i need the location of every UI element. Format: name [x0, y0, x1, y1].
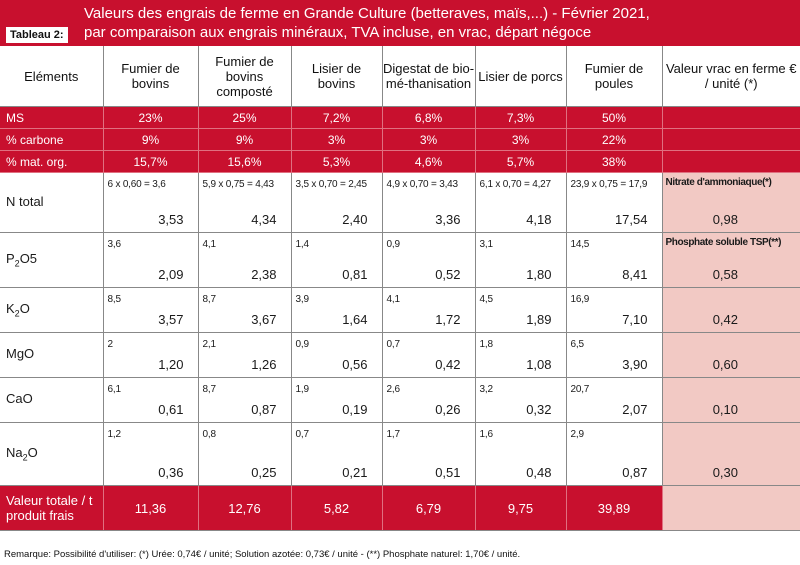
table-cell: 15,7% [103, 151, 198, 173]
nutrient-cell [382, 423, 475, 486]
nutrient-value: 0,26 [435, 402, 461, 417]
col-header-digestat: Digestat de bio-mé-thanisation [382, 46, 475, 107]
nutrient-cell [475, 333, 566, 378]
nutrient-value: 0,87 [251, 402, 277, 417]
table-cell: 3% [382, 129, 475, 151]
nutrient-cell [291, 378, 382, 423]
nutrient-value: 3,53 [158, 212, 184, 227]
calculation: 5,9 x 0,75 = 4,43 [202, 179, 274, 190]
reference-fertilizer: Nitrate d'ammoniaque(*) [665, 177, 772, 188]
calculation: 1,8 [479, 339, 493, 350]
nutrient-value: 3,57 [158, 312, 184, 327]
nutrient-value: 3,67 [251, 312, 277, 327]
calculation: 0,7 [386, 339, 400, 350]
nutrient-value: 0,81 [342, 267, 368, 282]
nutrient-label-sub: 2 [14, 308, 20, 319]
table-cell: 9% [198, 129, 291, 151]
reference-cell [662, 486, 800, 531]
nutrient-row [0, 333, 800, 378]
nutrient-cell [291, 233, 382, 288]
nutrient-label [0, 423, 103, 486]
header-row [0, 46, 800, 107]
reference-value: 0,42 [712, 312, 738, 327]
calculation: 2 [107, 339, 113, 350]
reference-value: 0,10 [712, 402, 738, 417]
nutrient-label [0, 233, 103, 288]
nutrient-value: 0,36 [158, 465, 184, 480]
table-cell: 5,3% [291, 151, 382, 173]
nutrient-row [0, 423, 800, 486]
row-label: % carbone [0, 129, 103, 151]
calculation: 16,9 [570, 294, 590, 305]
calculation: 3,5 x 0,70 = 2,45 [295, 179, 367, 190]
nutrient-value: 1,08 [526, 357, 552, 372]
reference-cell [662, 107, 800, 129]
nutrient-cell [198, 333, 291, 378]
property-row [0, 129, 800, 151]
nutrient-cell [291, 333, 382, 378]
nutrient-value: 7,10 [622, 312, 648, 327]
nutrient-value: 1,20 [158, 357, 184, 372]
nutrient-value: 1,64 [342, 312, 368, 327]
nutrient-value: 1,80 [526, 267, 552, 282]
total-value: 9,75 [475, 486, 566, 531]
calculation: 6,1 [107, 384, 121, 395]
calculation: 8,5 [107, 294, 121, 305]
nutrient-value: 1,89 [526, 312, 552, 327]
nutrient-cell [103, 233, 198, 288]
nutrient-cell [291, 173, 382, 233]
nutrient-value: 2,40 [342, 212, 368, 227]
nutrient-cell [198, 233, 291, 288]
nutrient-value: 0,25 [251, 465, 277, 480]
table-cell: 5,7% [475, 151, 566, 173]
reference-value: 0,58 [712, 267, 738, 282]
reference-cell [662, 423, 800, 486]
table-cell: 7,3% [475, 107, 566, 129]
calculation: 0,9 [386, 239, 400, 250]
calculation: 1,6 [479, 429, 493, 440]
nutrient-value: 2,07 [622, 402, 648, 417]
reference-cell [662, 173, 800, 233]
nutrient-label-main: CaO [6, 391, 33, 407]
nutrient-value: 0,87 [622, 465, 648, 480]
nutrient-cell [475, 378, 566, 423]
nutrient-cell [475, 288, 566, 333]
calculation: 23,9 x 0,75 = 17,9 [570, 179, 648, 190]
calculation: 14,5 [570, 239, 590, 250]
nutrient-label-main: N total [6, 193, 44, 209]
reference-cell [662, 333, 800, 378]
calculation: 1,2 [107, 429, 121, 440]
nutrient-label-main: P [6, 251, 15, 267]
calculation: 6,5 [570, 339, 584, 350]
reference-cell [662, 378, 800, 423]
nutrient-value: 1,72 [435, 312, 461, 327]
reference-fertilizer: Phosphate soluble TSP(**) [665, 237, 782, 248]
col-header-elements: Eléments [0, 46, 103, 107]
calculation: 8,7 [202, 294, 216, 305]
nutrient-cell [198, 378, 291, 423]
nutrient-cell [198, 288, 291, 333]
nutrient-row [0, 378, 800, 423]
nutrient-label [0, 288, 103, 333]
footnote: Remarque: Possibilité d'utiliser: (*) Urée: 0,74€ / unité; Solution azotée: 0,73€ / unité - (**) Phosphate naturel: 1,70€ / unité. [4, 549, 521, 560]
reference-cell [662, 288, 800, 333]
calculation: 0,9 [295, 339, 309, 350]
calculation: 4,1 [386, 294, 400, 305]
nutrient-cell [198, 173, 291, 233]
nutrient-cell [566, 288, 662, 333]
nutrient-label-main: Na [6, 445, 23, 461]
nutrient-value: 2,09 [158, 267, 184, 282]
nutrient-value: 3,90 [622, 357, 648, 372]
reference-cell [662, 129, 800, 151]
nutrient-cell [475, 233, 566, 288]
calculation: 1,9 [295, 384, 309, 395]
nutrient-value: 0,52 [435, 267, 461, 282]
calculation: 4,5 [479, 294, 493, 305]
property-row [0, 151, 800, 173]
nutrient-value: 4,18 [526, 212, 552, 227]
calculation: 1,4 [295, 239, 309, 250]
nutrient-cell [291, 423, 382, 486]
title-line-1: Valeurs des engrais de ferme en Grande Culture (betteraves, maïs,...) - Février 2021, [84, 5, 650, 22]
nutrient-label-sub: 2 [22, 452, 28, 463]
total-value: 6,79 [382, 486, 475, 531]
calculation: 4,1 [202, 239, 216, 250]
table-number-label: Tableau 2: [6, 27, 68, 43]
nutrient-cell [566, 173, 662, 233]
reference-value: 0,30 [712, 465, 738, 480]
nutrient-label-sub: 2 [14, 258, 20, 269]
col-header-lisier-bovins: Lisier de bovins [291, 46, 382, 107]
nutrient-cell [382, 378, 475, 423]
calculation: 0,7 [295, 429, 309, 440]
nutrient-label [0, 333, 103, 378]
nutrient-label-after: O [27, 445, 38, 461]
nutrient-value: 0,21 [342, 465, 368, 480]
calculation: 20,7 [570, 384, 590, 395]
table-cell: 6,8% [382, 107, 475, 129]
title-line-2: par comparaison aux engrais minéraux, TVA incluse, en vrac, départ négoce [84, 24, 592, 41]
table-cell: 23% [103, 107, 198, 129]
col-header-valeur-vrac: Valeur vrac en ferme € / unité (*) [662, 46, 800, 107]
total-label: Valeur totale / t produit frais [0, 486, 103, 531]
nutrient-cell [566, 333, 662, 378]
row-label: MS [0, 107, 103, 129]
table-cell: 50% [566, 107, 662, 129]
nutrient-cell [382, 233, 475, 288]
nutrient-cell [103, 173, 198, 233]
calculation: 0,8 [202, 429, 216, 440]
title-bar [0, 0, 800, 46]
calculation: 6 x 0,60 = 3,6 [107, 179, 166, 190]
nutrient-row [0, 173, 800, 233]
calculation: 2,9 [570, 429, 584, 440]
calculation: 3,6 [107, 239, 121, 250]
col-header-fumier-bovins-composte: Fumier de bovins composté [198, 46, 291, 107]
calculation: 3,2 [479, 384, 493, 395]
nutrient-label-main: MgO [6, 346, 35, 362]
nutrient-value: 0,61 [158, 402, 184, 417]
nutrient-value: 0,56 [342, 357, 368, 372]
property-row [0, 107, 800, 129]
total-value: 12,76 [198, 486, 291, 531]
nutrient-cell [103, 378, 198, 423]
nutrient-cell [382, 333, 475, 378]
nutrient-label-after: O5 [19, 251, 38, 267]
nutrient-value: 0,48 [526, 465, 552, 480]
nutrient-label-after: O [19, 301, 30, 317]
total-value: 11,36 [103, 486, 198, 531]
calculation: 6,1 x 0,70 = 4,27 [479, 179, 551, 190]
fertilizer-values-table [0, 46, 800, 531]
nutrient-label-main: K [6, 301, 15, 317]
nutrient-cell [566, 423, 662, 486]
nutrient-cell [382, 173, 475, 233]
reference-cell [662, 151, 800, 173]
calculation: 3,1 [479, 239, 493, 250]
col-header-fumier-bovins: Fumier de bovins [103, 46, 198, 107]
nutrient-cell [475, 173, 566, 233]
nutrient-cell [103, 333, 198, 378]
calculation: 8,7 [202, 384, 216, 395]
nutrient-row [0, 288, 800, 333]
calculation: 2,6 [386, 384, 400, 395]
table-cell: 38% [566, 151, 662, 173]
col-header-lisier-porcs: Lisier de porcs [475, 46, 566, 107]
table-cell: 4,6% [382, 151, 475, 173]
nutrient-value: 2,38 [251, 267, 277, 282]
nutrient-cell [103, 288, 198, 333]
table-cell: 7,2% [291, 107, 382, 129]
nutrient-value: 0,51 [435, 465, 461, 480]
nutrient-value: 0,19 [342, 402, 368, 417]
row-label: % mat. org. [0, 151, 103, 173]
table-cell: 25% [198, 107, 291, 129]
total-value: 5,82 [291, 486, 382, 531]
nutrient-cell [382, 288, 475, 333]
table-cell: 15,6% [198, 151, 291, 173]
table-title [84, 4, 650, 42]
nutrient-cell [198, 423, 291, 486]
calculation: 3,9 [295, 294, 309, 305]
nutrient-value: 17,54 [614, 212, 648, 227]
nutrient-value: 0,42 [435, 357, 461, 372]
total-row [0, 486, 800, 531]
nutrient-value: 3,36 [435, 212, 461, 227]
calculation: 1,7 [386, 429, 400, 440]
nutrient-cell [475, 423, 566, 486]
nutrient-cell [566, 233, 662, 288]
nutrient-cell [566, 378, 662, 423]
nutrient-cell [291, 288, 382, 333]
total-value: 39,89 [566, 486, 662, 531]
reference-value: 0,60 [712, 357, 738, 372]
nutrient-row [0, 233, 800, 288]
nutrient-cell [103, 423, 198, 486]
table-cell: 3% [291, 129, 382, 151]
calculation: 2,1 [202, 339, 216, 350]
nutrient-value: 1,26 [251, 357, 277, 372]
table-cell: 22% [566, 129, 662, 151]
table-cell: 9% [103, 129, 198, 151]
table-cell: 3% [475, 129, 566, 151]
reference-value: 0,98 [712, 212, 738, 227]
reference-cell [662, 233, 800, 288]
col-header-fumier-poules: Fumier de poules [566, 46, 662, 107]
nutrient-label [0, 378, 103, 423]
nutrient-label [0, 173, 103, 233]
nutrient-value: 0,32 [526, 402, 552, 417]
calculation: 4,9 x 0,70 = 3,43 [386, 179, 458, 190]
nutrient-value: 4,34 [251, 212, 277, 227]
nutrient-value: 8,41 [622, 267, 648, 282]
